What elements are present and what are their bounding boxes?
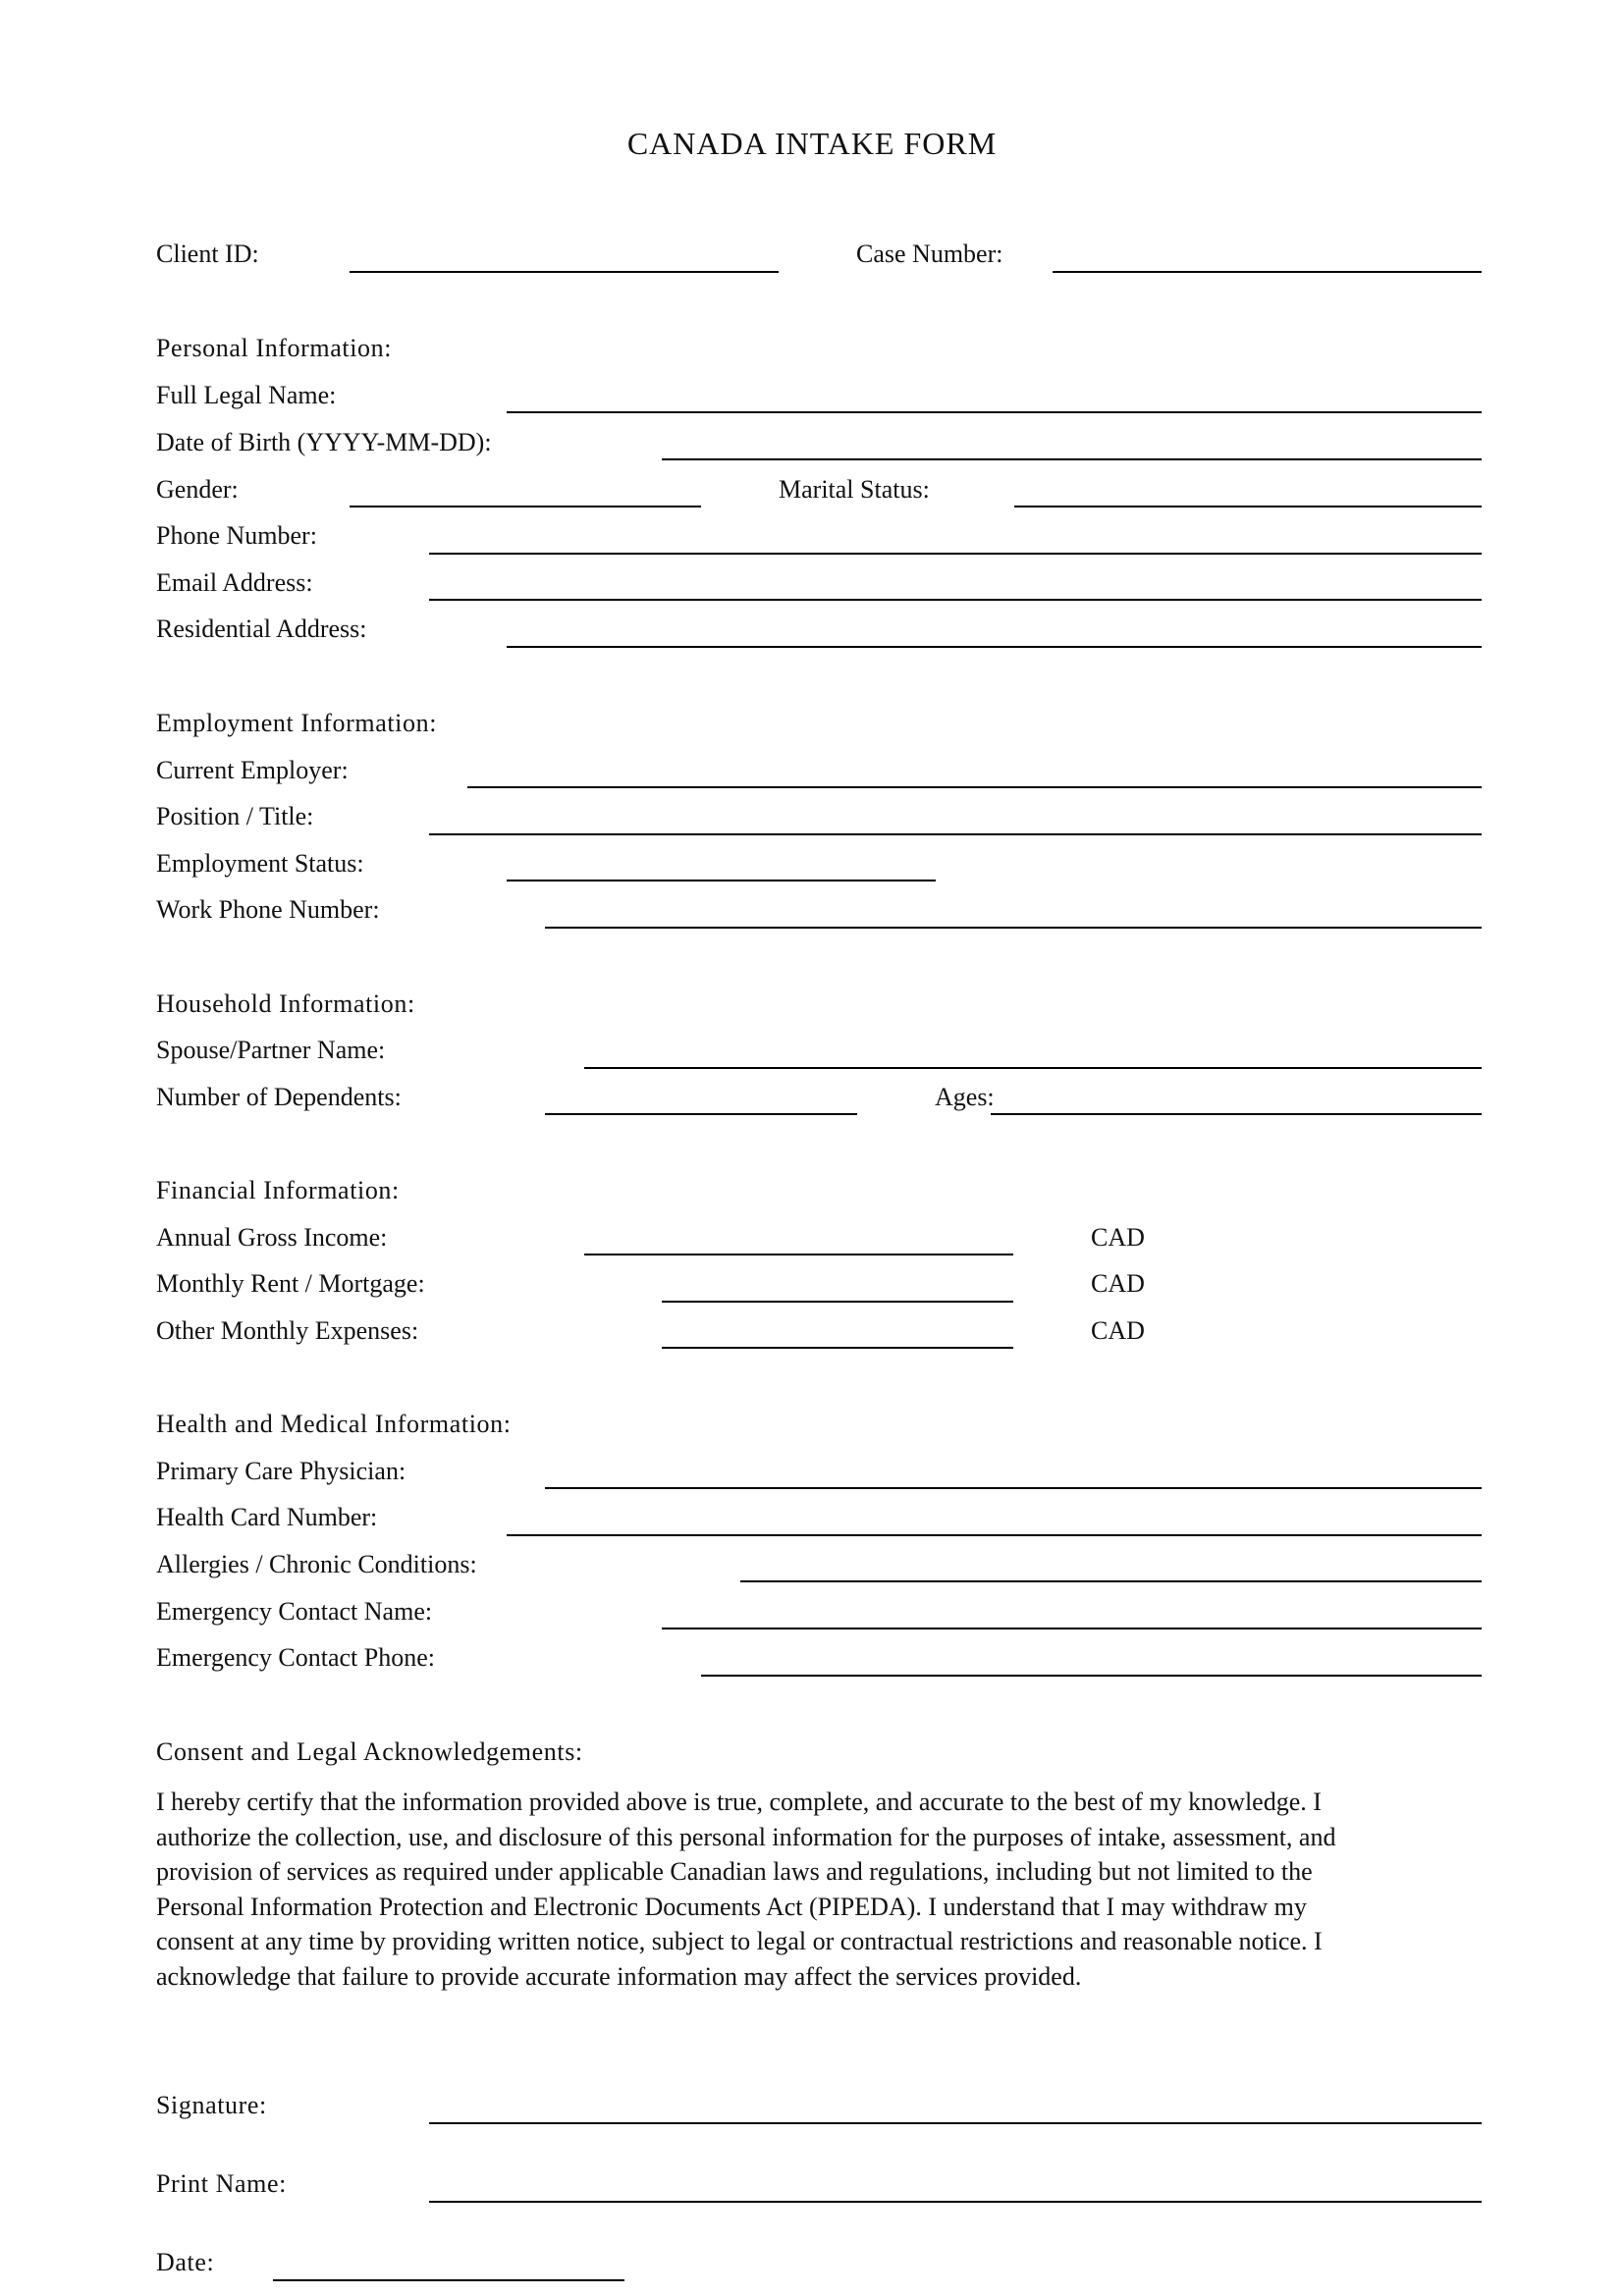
marital-status-field[interactable] bbox=[1014, 506, 1482, 507]
address-label: Residential Address: bbox=[156, 614, 367, 643]
health-card-label: Health Card Number: bbox=[156, 1503, 378, 1531]
employment-info-heading: Employment Information: bbox=[156, 709, 438, 737]
work-phone-field[interactable] bbox=[545, 927, 1482, 929]
rent-label: Monthly Rent / Mortgage: bbox=[156, 1269, 425, 1298]
signature-label: Signature: bbox=[156, 2091, 267, 2119]
income-label: Annual Gross Income: bbox=[156, 1223, 388, 1252]
dependents-field[interactable] bbox=[545, 1113, 857, 1115]
gender-field[interactable] bbox=[350, 506, 701, 507]
date-field[interactable] bbox=[273, 2279, 624, 2281]
health-info-heading: Health and Medical Information: bbox=[156, 1410, 512, 1438]
form-title: CANADA INTAKE FORM bbox=[626, 126, 998, 161]
spouse-field[interactable] bbox=[584, 1067, 1482, 1069]
emergency-name-field[interactable] bbox=[662, 1628, 1482, 1629]
household-info-heading: Household Information: bbox=[156, 989, 415, 1018]
phone-field[interactable] bbox=[429, 553, 1482, 555]
print-name-field[interactable] bbox=[429, 2201, 1482, 2203]
phone-label: Phone Number: bbox=[156, 521, 317, 550]
email-label: Email Address: bbox=[156, 568, 313, 597]
allergies-field[interactable] bbox=[740, 1580, 1482, 1582]
employment-status-label: Employment Status: bbox=[156, 849, 364, 878]
print-name-label: Print Name: bbox=[156, 2169, 287, 2198]
other-expenses-currency: CAD bbox=[1091, 1316, 1145, 1345]
personal-info-heading: Personal Information: bbox=[156, 334, 393, 362]
emergency-phone-label: Emergency Contact Phone: bbox=[156, 1643, 436, 1672]
employer-field[interactable] bbox=[467, 786, 1482, 788]
rent-field[interactable] bbox=[662, 1301, 1013, 1303]
email-field[interactable] bbox=[429, 599, 1482, 601]
position-field[interactable] bbox=[429, 833, 1482, 835]
marital-status-label: Marital Status: bbox=[779, 475, 930, 504]
physician-field[interactable] bbox=[545, 1487, 1482, 1489]
full-name-field[interactable] bbox=[507, 411, 1482, 413]
financial-info-heading: Financial Information: bbox=[156, 1176, 400, 1204]
other-expenses-label: Other Monthly Expenses: bbox=[156, 1316, 419, 1345]
spouse-label: Spouse/Partner Name: bbox=[156, 1036, 386, 1064]
consent-paragraph: I hereby certify that the information provided above is true, complete, and accurate to the best of my knowledge. I authorize the collection, use, and disclosure of this personal information for the purposes of intake, assessment, and provision of services as required under applicable Canadian laws and regulations, including but not limited to the Personal Information Protection and Electronic Documents Act (PIPEDA). I understand that I may withdraw my consent at any time by providing written notice, subject to legal or contractual restrictions and reasonable notice. I acknowledge that failure to provide accurate information may affect the services provided. bbox=[156, 1788, 1336, 1991]
dob-field[interactable] bbox=[662, 458, 1482, 460]
ages-label: Ages: bbox=[935, 1083, 995, 1111]
position-label: Position / Title: bbox=[156, 802, 314, 830]
physician-label: Primary Care Physician: bbox=[156, 1457, 406, 1485]
work-phone-label: Work Phone Number: bbox=[156, 895, 380, 924]
health-card-field[interactable] bbox=[507, 1534, 1482, 1536]
gender-label: Gender: bbox=[156, 475, 239, 504]
dob-label: Date of Birth (YYYY-MM-DD): bbox=[156, 428, 492, 456]
employment-status-field[interactable] bbox=[507, 880, 936, 881]
income-field[interactable] bbox=[584, 1254, 1013, 1255]
signature-field[interactable] bbox=[429, 2122, 1482, 2124]
address-field[interactable] bbox=[507, 646, 1482, 648]
employer-label: Current Employer: bbox=[156, 756, 349, 784]
case-number-field[interactable] bbox=[1053, 271, 1482, 273]
consent-heading: Consent and Legal Acknowledgements: bbox=[156, 1737, 583, 1766]
allergies-label: Allergies / Chronic Conditions: bbox=[156, 1550, 477, 1578]
date-label: Date: bbox=[156, 2248, 215, 2276]
client-id-field[interactable] bbox=[350, 271, 779, 273]
ages-field[interactable] bbox=[991, 1113, 1482, 1115]
income-currency: CAD bbox=[1091, 1223, 1145, 1252]
rent-currency: CAD bbox=[1091, 1269, 1145, 1298]
case-number-label: Case Number: bbox=[856, 240, 1003, 268]
full-name-label: Full Legal Name: bbox=[156, 381, 337, 409]
client-id-label: Client ID: bbox=[156, 240, 259, 268]
emergency-phone-field[interactable] bbox=[701, 1675, 1482, 1677]
dependents-label: Number of Dependents: bbox=[156, 1083, 402, 1111]
emergency-name-label: Emergency Contact Name: bbox=[156, 1597, 433, 1626]
other-expenses-field[interactable] bbox=[662, 1347, 1013, 1349]
